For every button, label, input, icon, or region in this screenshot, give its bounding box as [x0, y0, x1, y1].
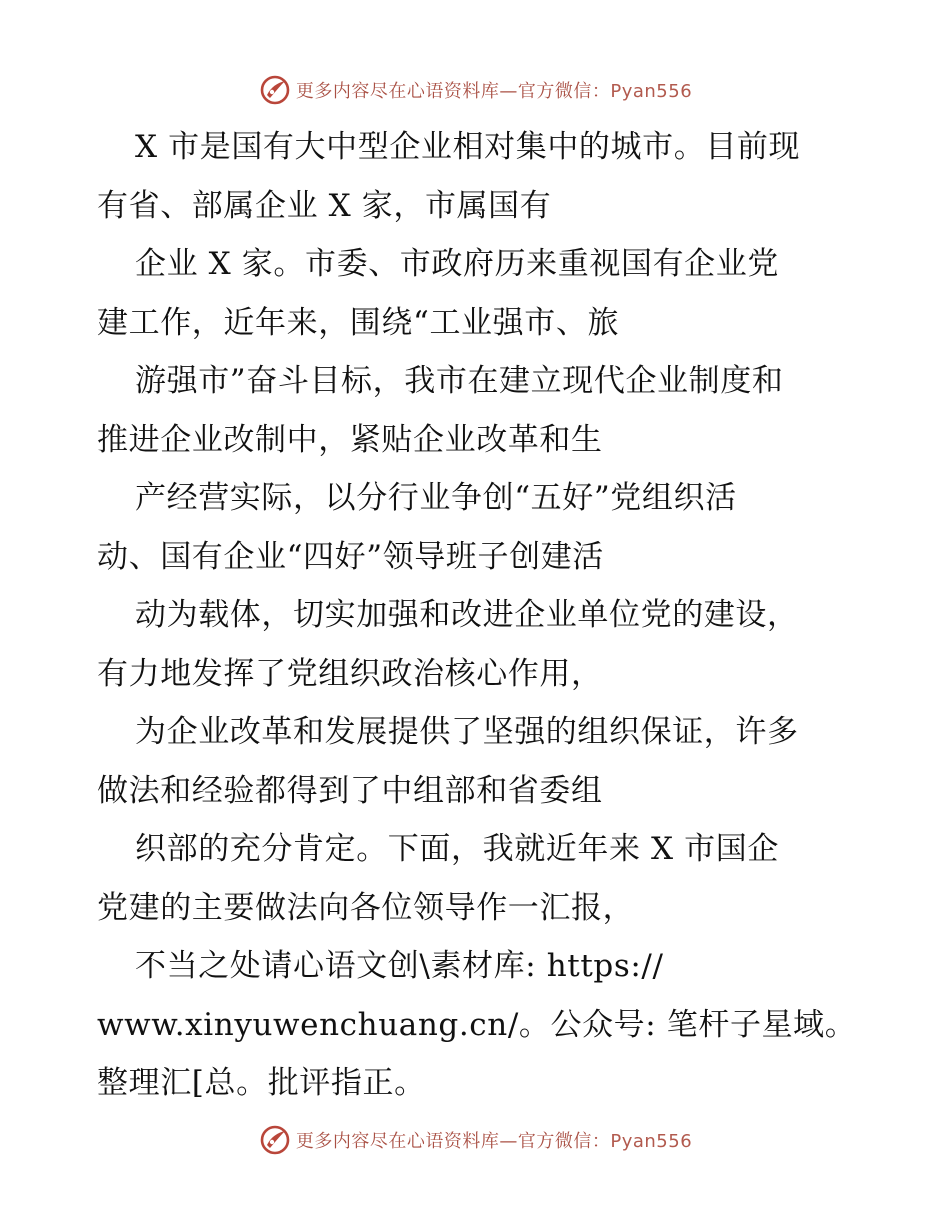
banner-text: 更多内容尽在心语资料库—官方微信：Pyan556: [295, 1131, 693, 1152]
text-line: 游强市”奋斗目标，我市在建立现代企业制度和: [135, 363, 784, 399]
text-line: X 市是国有大中型企业相对集中的城市。目前现: [135, 129, 801, 165]
text-line: 有省、部属企业 X 家，市属国有: [97, 187, 552, 224]
document-body: [97, 118, 857, 1113]
banner-text: 更多内容尽在心语资料库—官方微信：Pyan556: [295, 81, 693, 102]
text-line: 产经营实际，以分行业争创“五好”党组织活: [135, 480, 737, 516]
text-line: 推进企业改制中，紧贴企业改革和生: [97, 421, 603, 458]
text-line: 织部的充分肯定。下面，我就近年来 X 市国企: [135, 831, 779, 867]
text-line: www.xinyuwenchuang.cn/。公众号: 笔杆子星域。: [97, 1006, 857, 1043]
text-line: 有力地发挥了党组织政治核心作用，: [97, 655, 603, 692]
header-banner: [0, 70, 950, 110]
text-line: 企业 X 家。市委、市政府历来重视国有企业党: [135, 246, 779, 282]
brand-logo-icon: [258, 1123, 292, 1157]
brand-logo-icon: [258, 73, 292, 107]
text-line: 动为载体，切实加强和改进企业单位党的建设，: [135, 597, 799, 633]
text-line: 动、国有企业“四好”领导班子创建活: [97, 538, 604, 575]
text-line: 为企业改革和发展提供了坚强的组织保证，许多: [135, 714, 799, 750]
footer-banner: [0, 1120, 950, 1160]
text-line: 整理汇[总。批评指正。: [97, 1065, 426, 1101]
text-line: 不当之处请心语文创\素材库: https://: [135, 948, 664, 984]
text-line: 建工作，近年来，围绕“工业强市、旅: [97, 304, 620, 341]
text-line: 党建的主要做法向各位领导作一汇报，: [97, 889, 635, 926]
text-line: 做法和经验都得到了中组部和省委组: [97, 772, 603, 809]
